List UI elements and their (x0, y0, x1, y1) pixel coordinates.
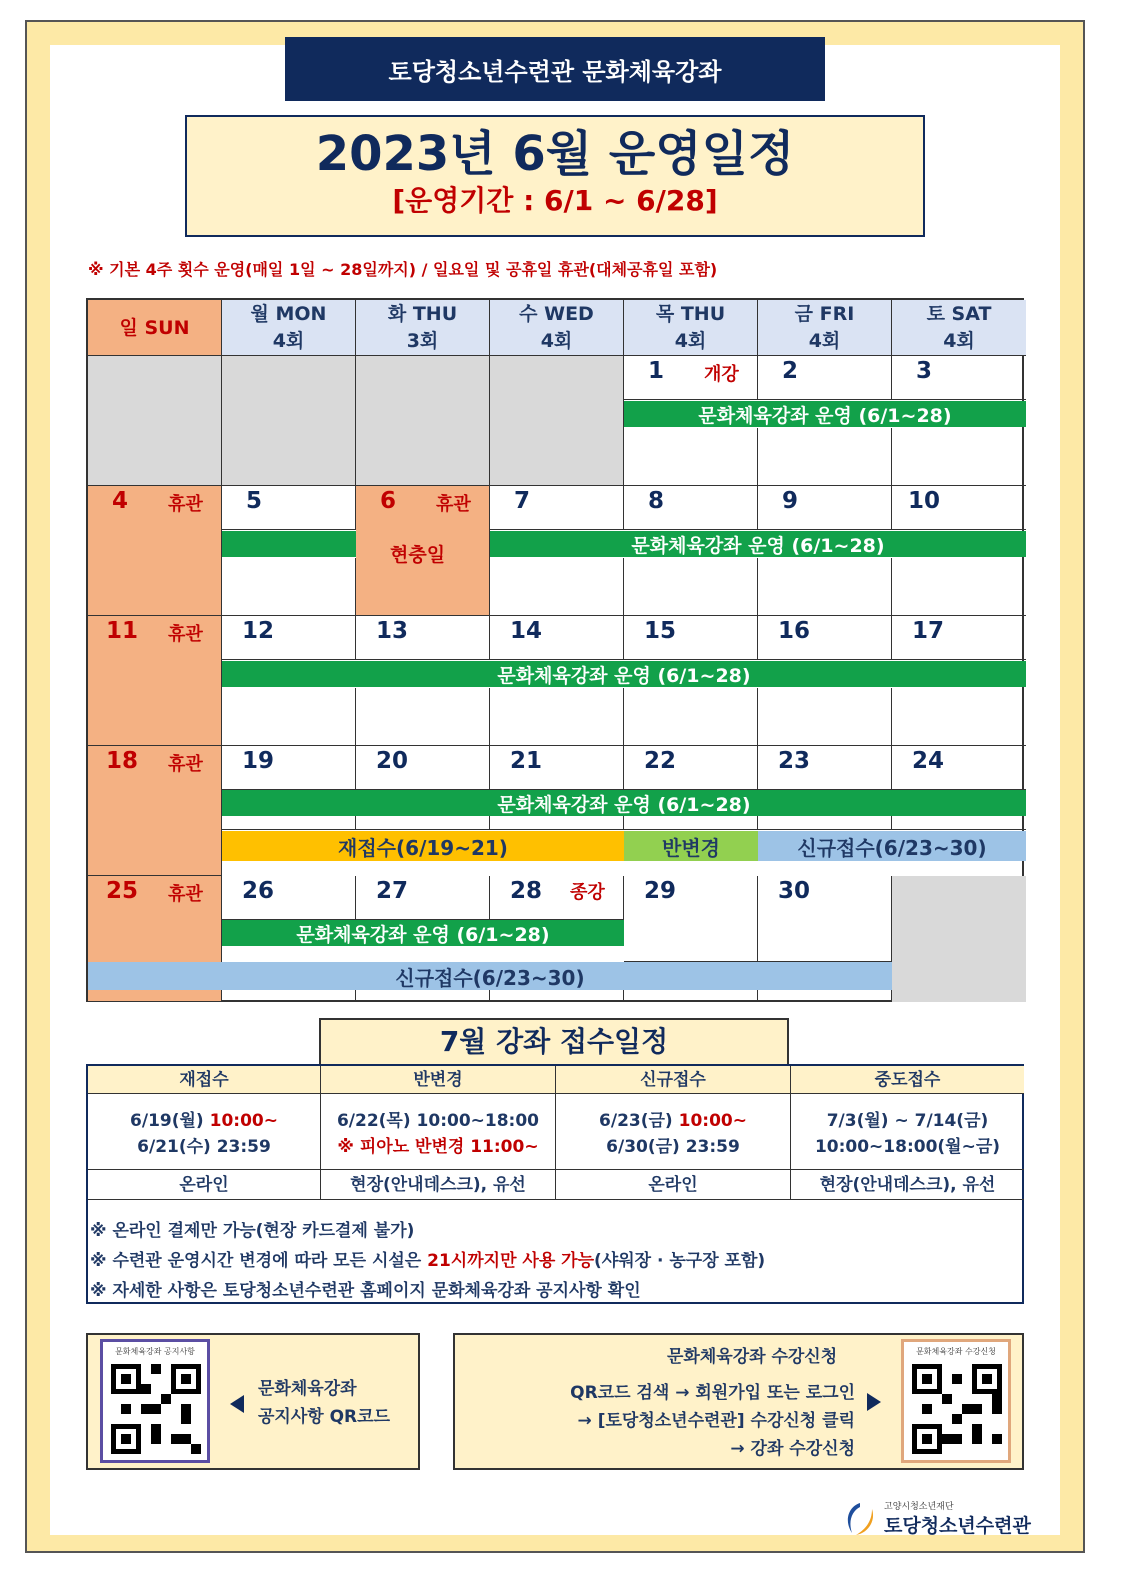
header-day-label: 금 FRI (794, 303, 855, 325)
header-count: 4회 (674, 330, 707, 352)
register-steps (545, 1379, 855, 1463)
day-number: 7 (514, 488, 531, 514)
day-number: 10 (908, 488, 941, 514)
operation-bar: 문화체육강좌 운영 (6/1~28) (490, 531, 1026, 557)
operation-period: [운영기간 : 6/1 ~ 6/28] (392, 184, 718, 217)
schedule-line: 10:00~18:00(월~금) (814, 1137, 1001, 1157)
register-title: 문화체육강좌 수강신청 (667, 1347, 838, 1367)
page-title: 2023년 6월 운영일정 (315, 126, 795, 182)
method-cell: 온라인 (556, 1170, 791, 1200)
logo-mark-icon (842, 1499, 878, 1539)
qr-caption: 문화체육강좌 공지사항 (115, 1347, 195, 1356)
col-head: 신규접수 (556, 1066, 791, 1094)
payment-note: ※ 온라인 결제만 가능(현장 카드결제 불가) (90, 1221, 415, 1241)
header-day-label: 일 SUN (119, 317, 190, 339)
memorial-day-label: 현충일 (390, 544, 446, 566)
day-cell (624, 988, 758, 1002)
piano-note: ※ 피아노 반변경 11:00~ (337, 1137, 539, 1157)
closed-label: 휴관 (168, 754, 203, 775)
empty-cell (490, 356, 624, 486)
header-mon (222, 300, 356, 356)
day-cell (892, 816, 1026, 830)
day-number: 29 (644, 878, 677, 904)
day-number: 8 (648, 488, 665, 514)
closed-label: 휴관 (168, 624, 203, 645)
day-number: 19 (242, 748, 275, 774)
day-number: 14 (510, 618, 543, 644)
homepage-note: ※ 자세한 사항은 토당청소년수련관 홈페이지 문화체육강좌 공지사항 확인 (90, 1281, 641, 1301)
day-cell (356, 816, 490, 830)
qr-pattern-icon (912, 1364, 1002, 1454)
organization-logo (842, 1497, 1032, 1541)
day-cell (758, 356, 892, 400)
method-cell: 현장(안내데스크), 유선 (791, 1170, 1024, 1200)
day-cell (624, 688, 758, 746)
closed-label: 휴관 (436, 494, 471, 515)
col-head: 중도접수 (791, 1066, 1024, 1094)
empty-cell (892, 876, 1026, 1002)
qr-caption: 문화체육강좌 수강신청 (916, 1347, 996, 1356)
day-number: 15 (644, 618, 677, 644)
day-number: 11 (106, 618, 139, 644)
operation-bar-mon (222, 531, 356, 557)
day-number: 16 (778, 618, 811, 644)
header-tue (356, 300, 490, 356)
class-change-bar: 반변경 (624, 831, 758, 861)
arrow-right-icon (867, 1393, 881, 1411)
open-label: 개강 (704, 364, 739, 385)
day-number: 20 (376, 748, 409, 774)
operation-bar: 문화체육강좌 운영 (6/1~28) (624, 401, 1026, 427)
header-count: 3회 (406, 330, 439, 352)
method-cell: 온라인 (88, 1170, 321, 1200)
day-number: 24 (912, 748, 945, 774)
schedule-date: 6/19(월) (130, 1111, 210, 1131)
day-number: 25 (106, 878, 139, 904)
empty-cell (222, 356, 356, 486)
empty-cell (88, 356, 222, 486)
july-schedule-table (86, 1064, 1024, 1304)
schedule-cell (88, 1094, 321, 1170)
hours-note-emphasis: 21시까지만 사용 가능 (427, 1251, 595, 1271)
register-step: → 강좌 수강신청 (730, 1439, 855, 1459)
arrow-left-icon (230, 1395, 244, 1413)
register-qr-code[interactable] (901, 1339, 1011, 1463)
day-number: 27 (376, 878, 409, 904)
day-number: 22 (644, 748, 677, 774)
day-number: 26 (242, 878, 275, 904)
day-cell (892, 428, 1026, 486)
day-number: 3 (916, 358, 933, 384)
schedule-line: 6/22(목) 10:00~18:00 (336, 1111, 540, 1131)
day-number: 23 (778, 748, 811, 774)
header-day-label: 토 SAT (926, 303, 992, 325)
header-count: 4회 (943, 330, 975, 352)
day-cell (892, 688, 1026, 746)
day-cell (758, 486, 892, 530)
schedule-date: 6/23(금) (599, 1111, 679, 1131)
schedule-time: 10:00~ (678, 1111, 747, 1131)
day-cell (490, 816, 624, 830)
day-number: 28 (510, 878, 543, 904)
empty-cell (356, 356, 490, 486)
schedule-cell (321, 1094, 556, 1170)
july-schedule-title: 7월 강좌 접수일정 (319, 1018, 789, 1064)
schedule-line: 6/30(금) 23:59 (606, 1137, 740, 1157)
title-box (185, 115, 925, 237)
new-register-bar: 신규접수(6/23~30) (88, 962, 892, 990)
schedule-time: 10:00~ (209, 1111, 278, 1131)
header-day-label: 월 MON (250, 303, 327, 325)
schedule-line (88, 1108, 320, 1134)
day-number: 6 (380, 488, 397, 514)
basic-note: ※ 기본 4주 횟수 운영(매일 1일 ~ 28일까지) / 일요일 및 공휴일 휴관(대체공휴일 포함) (88, 260, 718, 279)
day-cell (758, 428, 892, 486)
day-cell (356, 688, 490, 746)
header-day-label: 목 THU (655, 303, 726, 325)
method-cell: 현장(안내데스크), 유선 (321, 1170, 556, 1200)
header-sat (892, 300, 1026, 356)
day-number: 9 (782, 488, 799, 514)
schedule-cell (556, 1094, 791, 1170)
day-cell (490, 558, 624, 616)
notice-qr-text (258, 1375, 390, 1431)
schedule-cell (791, 1094, 1024, 1170)
day-number: 12 (242, 618, 275, 644)
header-sun (88, 300, 222, 356)
operation-bar: 문화체육강좌 운영 (6/1~28) (222, 790, 1026, 816)
hours-note (88, 1246, 765, 1271)
day-cell (758, 688, 892, 746)
header-count: 4회 (540, 330, 573, 352)
day-cell (222, 486, 356, 530)
re-register-bar: 재접수(6/19~21) (222, 831, 624, 861)
day-number: 30 (778, 878, 811, 904)
register-step: QR코드 검색 → 회원가입 또는 로그인 (570, 1383, 855, 1403)
day-cell (624, 816, 758, 830)
header-day-label: 수 WED (519, 303, 594, 325)
day-cell (892, 558, 1026, 616)
col-head: 재접수 (88, 1066, 321, 1094)
notice-qr-box (86, 1333, 420, 1470)
calendar-grid (86, 298, 1024, 1002)
notice-qr-line2: 공지사항 QR코드 (258, 1407, 390, 1427)
day-cell (222, 816, 356, 830)
day-cell (624, 558, 758, 616)
register-qr-box (453, 1333, 1024, 1470)
hours-note-suffix: (샤워장 · 농구장 포함) (594, 1251, 766, 1271)
day-number: 17 (912, 618, 945, 644)
notice-qr-line1: 문화체육강좌 (258, 1379, 357, 1399)
hours-note-text: ※ 수련관 운영시간 변경에 따라 모든 시설은 (90, 1251, 428, 1271)
schedule-line: 7/3(월) ~ 7/14(금) (826, 1111, 989, 1131)
end-label: 종강 (570, 882, 605, 903)
header-thu (624, 300, 758, 356)
header-count: 4회 (808, 330, 841, 352)
day-number: 18 (106, 748, 139, 774)
header-fri (758, 300, 892, 356)
col-head: 반변경 (321, 1066, 556, 1094)
org-title-banner: 토당청소년수련관 문화체육강좌 (285, 37, 825, 101)
day-number: 13 (376, 618, 409, 644)
day-cell (758, 558, 892, 616)
qr-pattern-icon (111, 1364, 201, 1454)
closed-label: 휴관 (168, 884, 203, 905)
schedule-line (556, 1108, 790, 1134)
operation-bar: 문화체육강좌 운영 (6/1~28) (222, 920, 624, 946)
notice-qr-code[interactable] (100, 1339, 210, 1463)
logo-foundation: 고양시청소년재단 (884, 1502, 954, 1512)
closed-label: 휴관 (168, 494, 203, 515)
register-step: → [토당청소년수련관] 수강신청 클릭 (577, 1411, 855, 1431)
header-day-label: 화 THU (387, 303, 458, 325)
day-number: 2 (782, 358, 799, 384)
day-cell (490, 688, 624, 746)
day-cell (624, 428, 758, 486)
schedule-line: 6/21(수) 23:59 (137, 1137, 271, 1157)
day-cell (490, 486, 624, 530)
day-number: 4 (112, 488, 129, 514)
day-cell (758, 988, 892, 1002)
header-wed (490, 300, 624, 356)
day-cell (892, 356, 1026, 400)
day-number: 1 (648, 358, 665, 384)
new-register-bar: 신규접수(6/23~30) (758, 831, 1026, 861)
day-cell (222, 988, 356, 1002)
day-cell (222, 558, 356, 616)
header-count: 4회 (272, 330, 305, 352)
day-number: 5 (246, 488, 263, 514)
day-cell (624, 486, 758, 530)
logo-name: 토당청소년수련관 (884, 1515, 1031, 1537)
operation-bar: 문화체육강좌 운영 (6/1~28) (222, 661, 1026, 687)
day-number: 21 (510, 748, 543, 774)
day-cell (222, 688, 356, 746)
day-cell (758, 816, 892, 830)
